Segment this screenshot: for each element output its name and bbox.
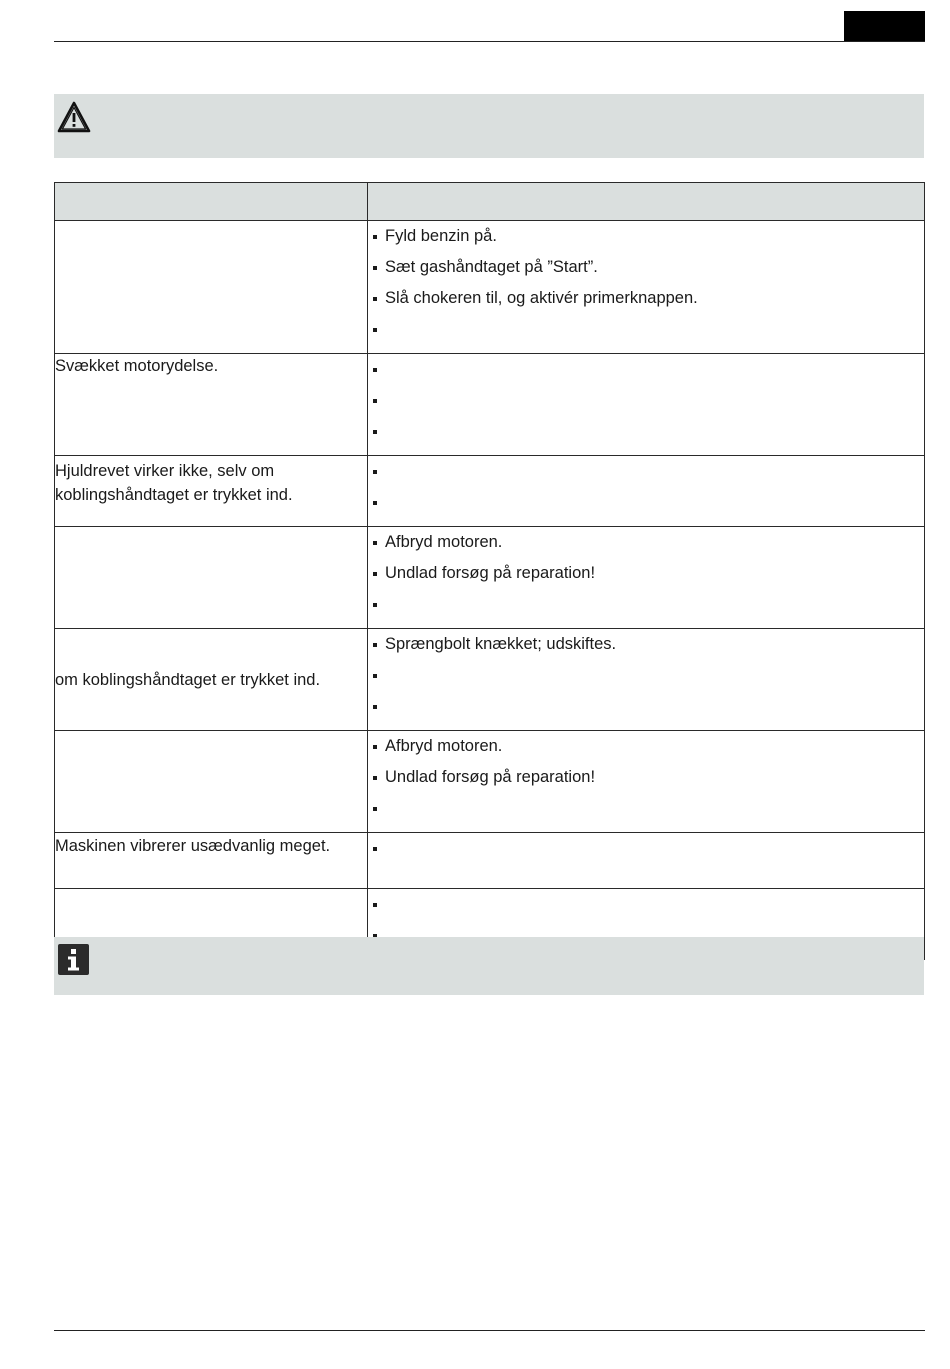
solution-item: Undlad forsøg på reparation! (372, 561, 924, 592)
solution-item (372, 592, 924, 623)
solution-item (372, 836, 924, 867)
problem-cell (55, 731, 368, 833)
table-row (55, 354, 925, 456)
problem-cell (55, 527, 368, 629)
solution-cell (368, 833, 925, 889)
solution-item (372, 490, 924, 521)
table-row (55, 527, 925, 629)
solution-item: Fyld benzin på. (372, 224, 924, 255)
solution-item (372, 694, 924, 725)
solution-item: Undlad forsøg på reparation! (372, 765, 924, 796)
table-row (55, 221, 925, 354)
table-row (55, 833, 925, 889)
column-header-problem (55, 183, 368, 221)
table-row (55, 629, 925, 731)
solution-item (372, 357, 924, 388)
solution-item (372, 663, 924, 694)
solution-item: Slå chokeren til, og aktivér primerknappen. (372, 286, 924, 317)
solution-item (372, 459, 924, 490)
table-header-row (55, 183, 925, 221)
solution-cell (368, 527, 925, 629)
solution-item (372, 419, 924, 450)
solution-cell (368, 629, 925, 731)
solution-cell (368, 354, 925, 456)
problem-cell: Svækket motorydelse. (55, 354, 368, 456)
column-header-remedy (368, 183, 925, 221)
solution-item (372, 892, 924, 923)
page-tab (844, 11, 925, 42)
solution-item (372, 317, 924, 348)
solution-cell (368, 221, 925, 354)
solution-item: Sprængbolt knækket; udskiftes. (372, 632, 924, 663)
problem-cell: om koblingshåndtaget er trykket ind. (55, 629, 368, 731)
solution-cell (368, 731, 925, 833)
info-box (54, 937, 924, 995)
header-rule (54, 41, 925, 42)
table-row (55, 456, 925, 527)
warning-triangle-icon (57, 100, 91, 134)
table-row (55, 731, 925, 833)
solution-item: Afbryd motoren. (372, 530, 924, 561)
solution-cell (368, 456, 925, 527)
problem-cell: Maskinen vibrerer usædvanlig meget. (55, 833, 368, 889)
warning-box (54, 94, 924, 158)
problem-cell (55, 221, 368, 354)
troubleshooting-table (54, 182, 925, 960)
solution-item (372, 388, 924, 419)
solution-item (372, 796, 924, 827)
solution-item: Afbryd motoren. (372, 734, 924, 765)
problem-cell: Hjuldrevet virker ikke, selv om koblingshåndtaget er trykket ind. (55, 456, 368, 527)
footer-rule (54, 1330, 925, 1331)
solution-item: Sæt gashåndtaget på ”Start”. (372, 255, 924, 286)
info-icon (58, 944, 89, 975)
